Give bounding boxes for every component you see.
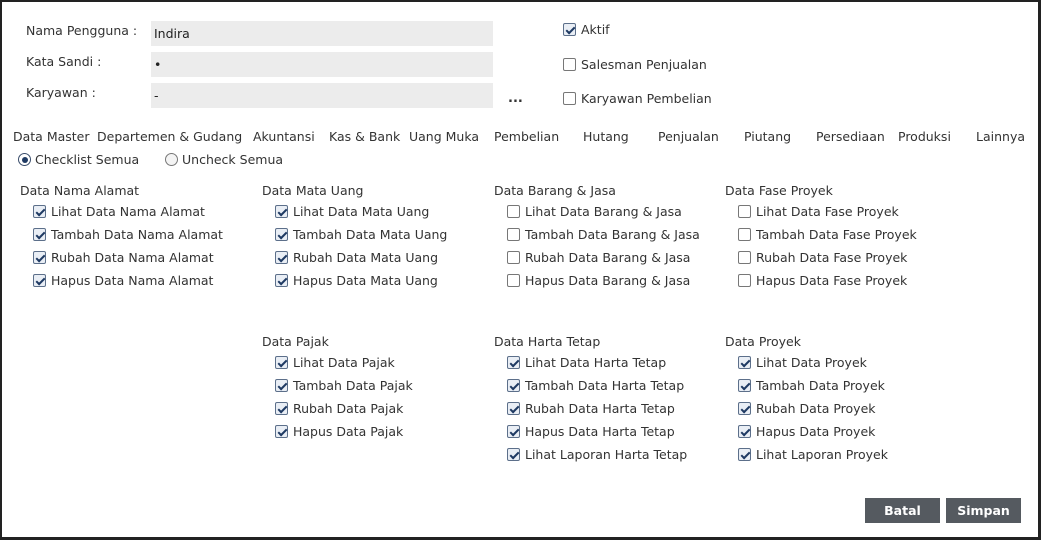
group-title-data-nama-alamat: Data Nama Alamat <box>20 183 140 198</box>
group-title-data-pajak: Data Pajak <box>262 334 329 349</box>
tab-akuntansi[interactable]: Akuntansi <box>253 129 315 144</box>
permission-label: Tambah Data Pajak <box>293 378 413 393</box>
group-title-data-proyek: Data Proyek <box>725 334 801 349</box>
permission-lihat-data-proyek[interactable] <box>738 355 867 370</box>
checklist-all-radio[interactable] <box>18 153 31 166</box>
tab-piutang[interactable]: Piutang <box>744 129 792 144</box>
permission-label: Tambah Data Fase Proyek <box>756 227 917 242</box>
tab-persediaan[interactable]: Persediaan <box>816 129 885 144</box>
permission-lihat-laporan-proyek[interactable] <box>738 447 888 462</box>
permission-checkbox[interactable] <box>738 356 751 369</box>
permission-rubah-data-harta-tetap[interactable] <box>507 401 675 416</box>
permission-tambah-data-nama-alamat[interactable] <box>33 227 223 242</box>
permission-tambah-data-mata-uang[interactable] <box>275 227 447 242</box>
permission-rubah-data-barang-and-jasa[interactable] <box>507 250 690 265</box>
checklist-all-label: Checklist Semua <box>35 152 140 167</box>
permission-checkbox[interactable] <box>507 425 520 438</box>
permission-checkbox[interactable] <box>738 251 751 264</box>
tab-data-master[interactable]: Data Master <box>13 129 90 144</box>
permission-label: Rubah Data Nama Alamat <box>51 250 214 265</box>
permission-label: Lihat Laporan Proyek <box>756 447 888 462</box>
permission-tambah-data-pajak[interactable] <box>275 378 413 393</box>
purchasing-employee-label: Karyawan Pembelian <box>581 91 712 106</box>
username-label: Nama Pengguna : <box>26 23 138 38</box>
permission-label: Lihat Data Fase Proyek <box>756 204 899 219</box>
permission-checkbox[interactable] <box>507 448 520 461</box>
permission-lihat-data-harta-tetap[interactable] <box>507 355 666 370</box>
permission-label: Hapus Data Pajak <box>293 424 404 439</box>
permission-label: Hapus Data Nama Alamat <box>51 273 214 288</box>
permission-label: Tambah Data Mata Uang <box>293 227 448 242</box>
permission-label: Tambah Data Barang & Jasa <box>525 227 700 242</box>
employee-browse-button[interactable]: ... <box>508 91 523 106</box>
uncheck-all-radio[interactable] <box>165 153 178 166</box>
permission-rubah-data-mata-uang[interactable] <box>275 250 438 265</box>
active-label: Aktif <box>581 22 610 37</box>
group-title-data-mata-uang: Data Mata Uang <box>262 183 364 198</box>
permission-checkbox[interactable] <box>507 402 520 415</box>
permission-lihat-laporan-harta-tetap[interactable] <box>507 447 687 462</box>
password-input[interactable] <box>151 52 493 77</box>
uncheck-all-label: Uncheck Semua <box>182 152 284 167</box>
permission-checkbox[interactable] <box>507 274 520 287</box>
permission-checkbox[interactable] <box>33 251 46 264</box>
permission-label: Hapus Data Barang & Jasa <box>525 273 691 288</box>
permission-lihat-data-pajak[interactable] <box>275 355 395 370</box>
permission-checkbox[interactable] <box>738 448 751 461</box>
purchasing-employee-checkbox-row[interactable] <box>563 91 712 106</box>
permission-checkbox[interactable] <box>275 425 288 438</box>
tab-produksi[interactable]: Produksi <box>898 129 951 144</box>
permission-label: Tambah Data Harta Tetap <box>525 378 685 393</box>
group-title-data-fase-proyek: Data Fase Proyek <box>725 183 833 198</box>
permission-lihat-data-nama-alamat[interactable] <box>33 204 205 219</box>
permission-label: Rubah Data Fase Proyek <box>756 250 908 265</box>
permission-checkbox[interactable] <box>275 379 288 392</box>
tab-lainnya[interactable]: Lainnya <box>976 129 1025 144</box>
permission-label: Lihat Data Proyek <box>756 355 867 370</box>
tab-uang-muka[interactable]: Uang Muka <box>409 129 480 144</box>
permission-checkbox[interactable] <box>738 274 751 287</box>
permission-checkbox[interactable] <box>33 274 46 287</box>
salesman-checkbox-row[interactable] <box>563 57 707 72</box>
permission-checkbox[interactable] <box>507 356 520 369</box>
permission-tambah-data-barang-and-jasa[interactable] <box>507 227 700 242</box>
salesman-checkbox[interactable] <box>563 58 576 71</box>
permission-label: Lihat Data Mata Uang <box>293 204 430 219</box>
active-checkbox[interactable] <box>563 23 576 36</box>
permission-label: Rubah Data Proyek <box>756 401 876 416</box>
permission-tambah-data-proyek[interactable] <box>738 378 885 393</box>
permission-rubah-data-nama-alamat[interactable] <box>33 250 214 265</box>
active-checkbox-row[interactable] <box>563 22 610 37</box>
permission-checkbox[interactable] <box>738 402 751 415</box>
permission-checkbox[interactable] <box>275 228 288 241</box>
permission-label: Rubah Data Harta Tetap <box>525 401 675 416</box>
uncheck-all-option[interactable] <box>165 152 283 167</box>
purchasing-employee-checkbox[interactable] <box>563 92 576 105</box>
permission-rubah-data-pajak[interactable] <box>275 401 403 416</box>
permission-hapus-data-mata-uang[interactable] <box>275 273 438 288</box>
username-input[interactable] <box>151 21 493 46</box>
permission-lihat-data-barang-and-jasa[interactable] <box>507 204 682 219</box>
permission-checkbox[interactable] <box>275 251 288 264</box>
permission-rubah-data-fase-proyek[interactable] <box>738 250 907 265</box>
permission-label: Hapus Data Fase Proyek <box>756 273 908 288</box>
permission-checkbox[interactable] <box>507 205 520 218</box>
permission-hapus-data-barang-and-jasa[interactable] <box>507 273 690 288</box>
permission-checkbox[interactable] <box>33 205 46 218</box>
permission-label: Hapus Data Mata Uang <box>293 273 438 288</box>
permission-label: Hapus Data Proyek <box>756 424 876 439</box>
password-label: Kata Sandi : <box>26 54 102 69</box>
permission-label: Lihat Data Pajak <box>293 355 395 370</box>
group-title-data-barang-and-jasa: Data Barang & Jasa <box>494 183 616 198</box>
permission-hapus-data-harta-tetap[interactable] <box>507 424 675 439</box>
permission-checkbox[interactable] <box>738 379 751 392</box>
salesman-label: Salesman Penjualan <box>581 57 707 72</box>
permission-hapus-data-fase-proyek[interactable] <box>738 273 907 288</box>
permission-checkbox[interactable] <box>275 274 288 287</box>
permission-label: Tambah Data Nama Alamat <box>51 227 223 242</box>
permission-checkbox[interactable] <box>507 379 520 392</box>
permission-label: Tambah Data Proyek <box>756 378 885 393</box>
permission-label: Rubah Data Pajak <box>293 401 404 416</box>
permission-checkbox[interactable] <box>275 402 288 415</box>
employee-input[interactable] <box>151 83 493 108</box>
permission-label: Rubah Data Barang & Jasa <box>525 250 691 265</box>
permission-hapus-data-pajak[interactable] <box>275 424 403 439</box>
permission-label: Lihat Laporan Harta Tetap <box>525 447 688 462</box>
permission-lihat-data-mata-uang[interactable] <box>275 204 429 219</box>
permission-checkbox[interactable] <box>738 228 751 241</box>
permission-checkbox[interactable] <box>738 425 751 438</box>
permission-tambah-data-harta-tetap[interactable] <box>507 378 684 393</box>
permission-hapus-data-proyek[interactable] <box>738 424 875 439</box>
permission-label: Lihat Data Barang & Jasa <box>525 204 682 219</box>
permission-tambah-data-fase-proyek[interactable] <box>738 227 917 242</box>
save-button[interactable]: Simpan <box>946 498 1021 523</box>
permission-label: Lihat Data Nama Alamat <box>51 204 205 219</box>
permission-hapus-data-nama-alamat[interactable] <box>33 273 213 288</box>
tab-departemen-gudang[interactable]: Departemen & Gudang <box>97 129 243 144</box>
permission-checkbox[interactable] <box>507 251 520 264</box>
permission-label: Hapus Data Harta Tetap <box>525 424 675 439</box>
tab-kas-bank[interactable]: Kas & Bank <box>329 129 401 144</box>
permission-lihat-data-fase-proyek[interactable] <box>738 204 899 219</box>
employee-label: Karyawan : <box>26 85 96 100</box>
permission-checkbox[interactable] <box>738 205 751 218</box>
permission-label: Rubah Data Mata Uang <box>293 250 439 265</box>
group-title-data-harta-tetap: Data Harta Tetap <box>494 334 601 349</box>
cancel-button[interactable]: Batal <box>865 498 940 523</box>
permission-checkbox[interactable] <box>275 205 288 218</box>
tab-penjualan[interactable]: Penjualan <box>658 129 719 144</box>
tab-hutang[interactable]: Hutang <box>583 129 629 144</box>
permission-checkbox[interactable] <box>275 356 288 369</box>
tab-pembelian[interactable]: Pembelian <box>494 129 560 144</box>
permission-rubah-data-proyek[interactable] <box>738 401 876 416</box>
checklist-all-option[interactable] <box>18 152 139 167</box>
permission-label: Lihat Data Harta Tetap <box>525 355 667 370</box>
permission-checkbox[interactable] <box>33 228 46 241</box>
permission-checkbox[interactable] <box>507 228 520 241</box>
